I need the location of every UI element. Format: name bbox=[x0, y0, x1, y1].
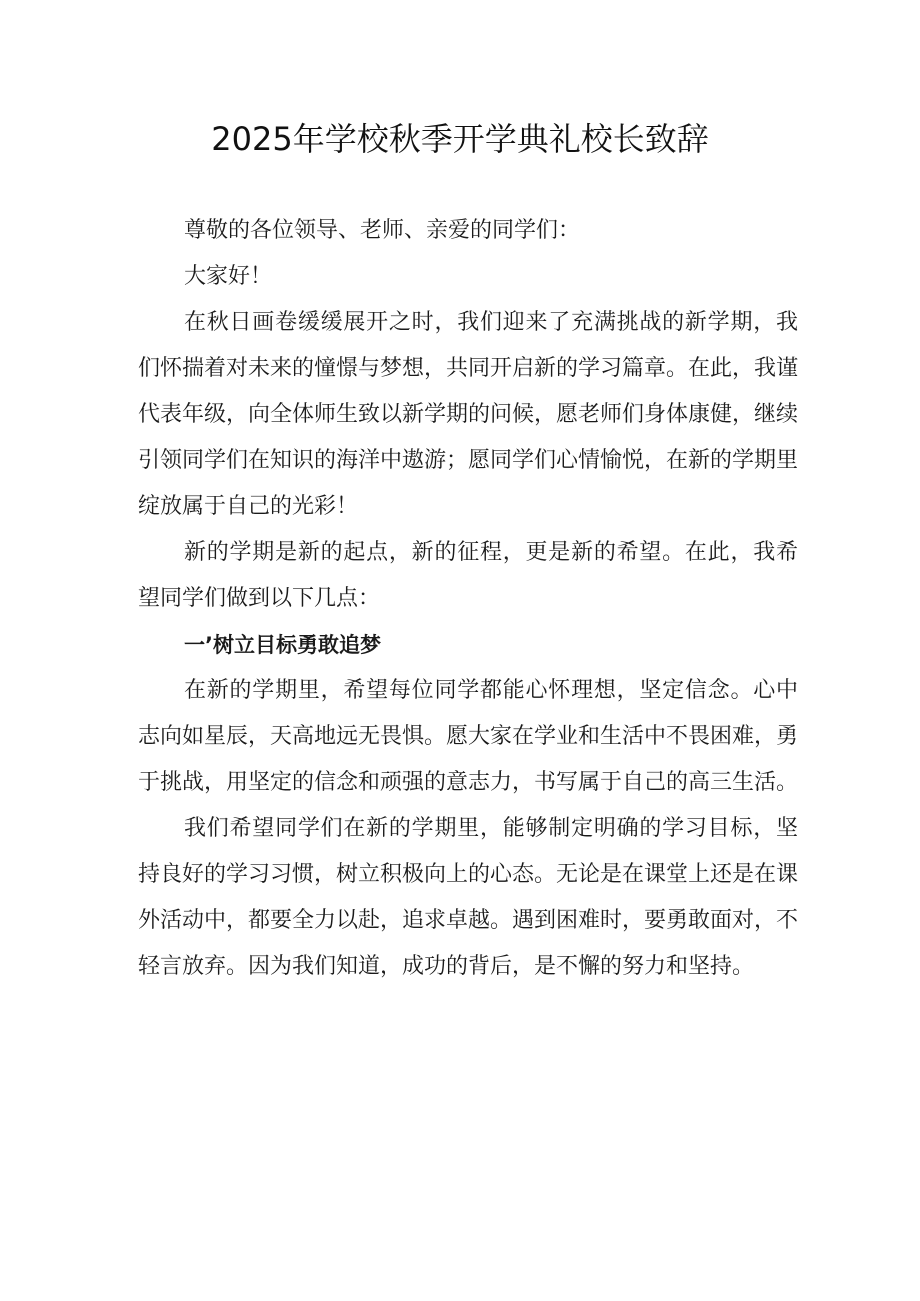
paragraph-hopes: 新的学期是新的起点，新的征程，更是新的希望。在此，我希望同学们做到以下几点： bbox=[138, 540, 798, 611]
section-heading: 一’树立目标勇敢追梦 bbox=[184, 633, 381, 657]
document-body bbox=[138, 208, 798, 990]
page-title: 2025年学校秋季开学典礼校长致辞 bbox=[211, 120, 709, 158]
salutation: 尊敬的各位领导、老师、亲爱的同学们： bbox=[184, 218, 581, 243]
paragraph-opening: 在秋日画卷缓缓展开之时，我们迎来了充满挑战的新学期，我们怀揣着对未来的憧憬与梦想，共同开启新的学习篇章。在此，我谨代表年级，向全体师生致以新学期的问候，愿老师们身体康健，继续引领同学们在知识的海洋中遨游；愿同学们心情愉悦，在新的学期里绽放属于自己的光彩！ bbox=[138, 310, 799, 519]
section-paragraph: 在新的学期里，希望每位同学都能心怀理想，坚定信念。心中志向如星辰，天高地远无畏惧。愿大家在学业和生活中不畏困难，勇于挑战，用坚定的信念和顽强的意志力，书写属于自己的高三生活。 bbox=[138, 678, 799, 795]
section-paragraph: 我们希望同学们在新的学期里，能够制定明确的学习目标，坚持良好的学习习惯，树立积极向上的心态。无论是在课堂上还是在课外活动中，都要全力以赴，追求卓越。遇到困难时，要勇敢面对，不轻言放弃。因为我们知道，成功的背后，是不懈的努力和坚持。 bbox=[138, 816, 799, 979]
greeting: 大家好！ bbox=[184, 264, 273, 289]
